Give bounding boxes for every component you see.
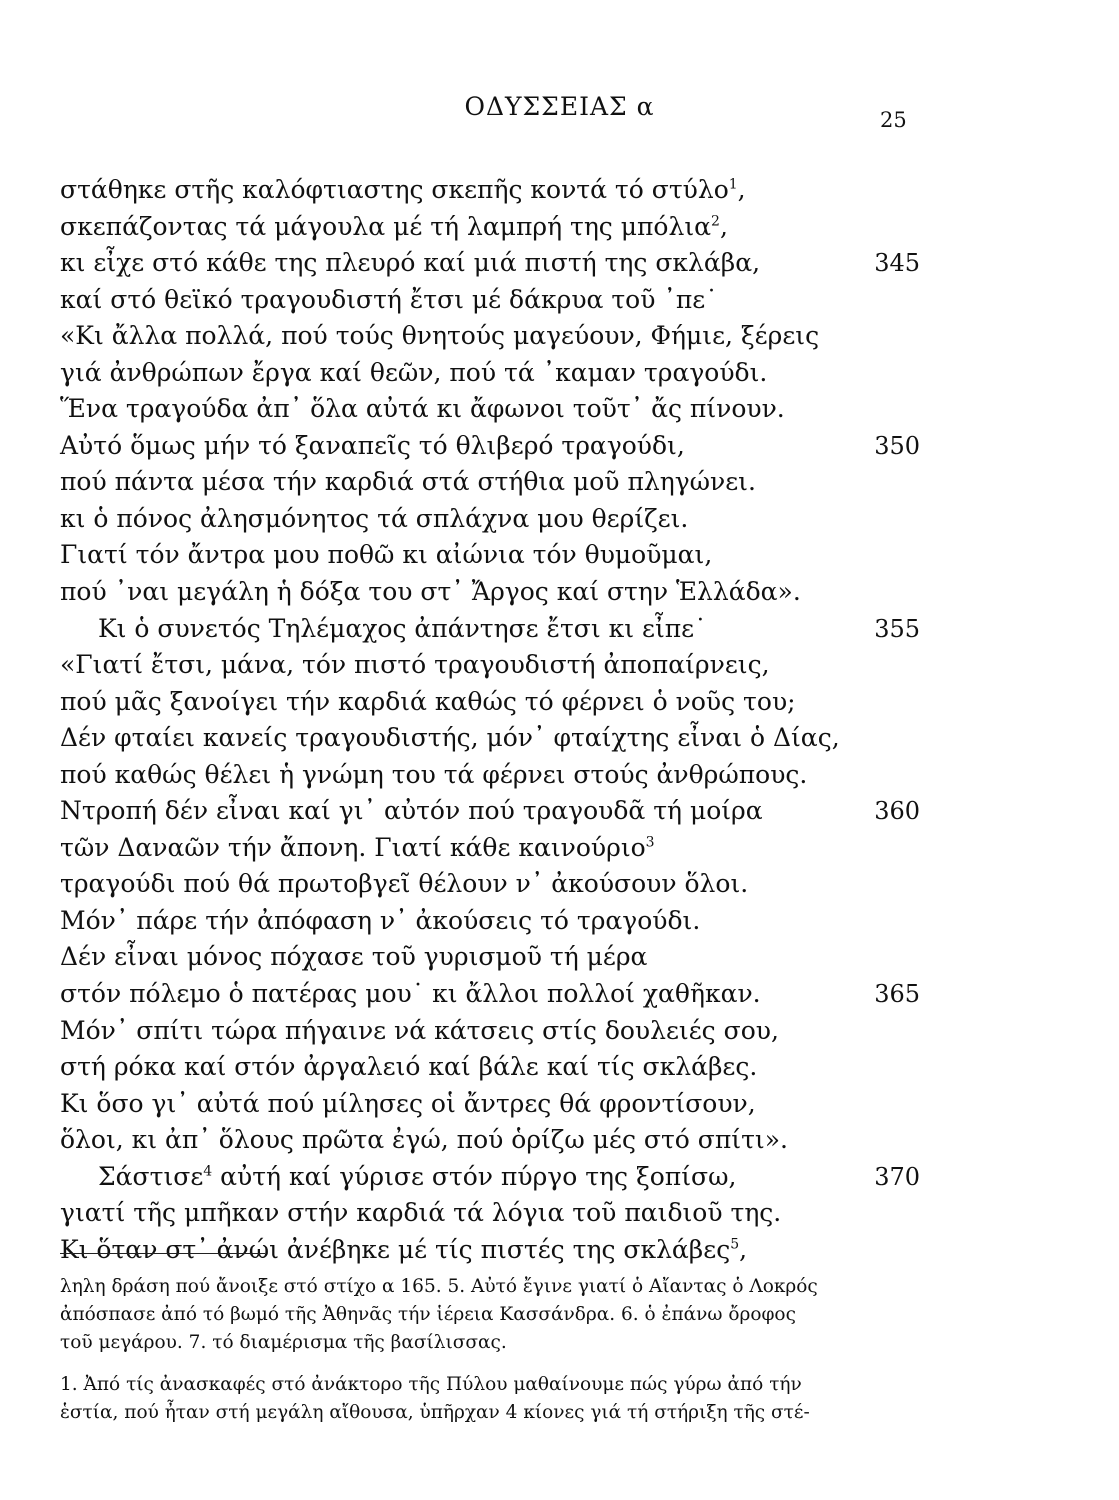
footnote-marker: 2 [711,213,720,230]
verse-line [60,830,920,867]
verse-line [60,647,920,684]
verse-main-text: Κι ὅταν στ᾽ ἀνώι ἀνέβηκε μέ τίς πιστές της σκλάβες [60,1234,731,1264]
verse-text [60,614,707,643]
verse-number: 355 [874,614,920,643]
verse-text [60,321,819,350]
verse-main-text: κι ὁ πόνος ἀλησμόνητος τά σπλάχνα μου θερίζει. [60,503,689,533]
verse-main-text: Γιατί τόν ἄντρα μου ποθῶ κι αἰώνια τόν θυμοῦμαι, [60,540,713,570]
verse-text [60,285,718,314]
verse-text [60,687,796,716]
verse-line [60,611,920,648]
verse-text [60,1198,781,1227]
verse-number: 360 [874,797,920,826]
verse-tail-text: , [739,1234,748,1264]
verse-number: 370 [874,1162,920,1191]
running-head-title: ΟΔΥΣΣΕΙΑΣ α [464,92,655,121]
footnote-marker: 5 [730,1236,740,1253]
verse-line [60,464,920,501]
verse-line [60,976,920,1013]
verse-text [60,1016,779,1045]
verse-text [60,833,655,862]
verse-text [60,577,801,606]
verse-text [60,467,756,496]
verse-main-text: Ἕνα τραγούδα ἀπ᾽ ὅλα αὐτά κι ἄφωνοι τοῦτ᾽ ἄς πίνουν. [60,394,785,424]
footnote-marker: 4 [203,1163,213,1180]
verse-line [60,391,920,428]
verse-line [60,574,920,611]
verse-line [60,318,920,355]
verse-line [60,720,920,757]
verse-line [60,209,920,246]
verse-text [60,723,840,752]
verse-line [60,282,920,319]
verse-main-text: Ντροπή δέν εἶναι καί γι᾽ αὐτόν πού τραγουδᾶ τή μοίρα [60,796,763,826]
verse-text [60,650,770,679]
verse-main-text: Σάστισε [98,1161,204,1191]
verse-line [60,355,920,392]
footnote-block-continued [60,1274,920,1358]
verse-line [60,537,920,574]
verse-main-text: πού πάντα μέσα τήν καρδιά στά στήθια μοῦ πληγώνει. [60,467,756,497]
verse-line [60,172,920,209]
verse-text [60,1125,788,1154]
verse-text [60,212,728,241]
verse-main-text: τραγούδι πού θά πρωτοβγεῖ θέλουν ν᾽ ἀκούσουν ὅλοι. [60,869,749,899]
verse-main-text: Μόν᾽ σπίτι τώρα πήγαινε νά κάτσεις στίς δουλειές σου, [60,1015,779,1045]
verse-main-text: γιά ἀνθρώπων ἔργα καί θεῶν, πού τά ᾽καμαν τραγούδι. [60,357,768,387]
verse-main-text: Δέν φταίει κανείς τραγουδιστής, μόν᾽ φταίχτης εἶναι ὁ Δίας, [60,723,840,753]
verse-text [60,1162,736,1191]
verse-line [60,501,920,538]
verse-main-text: πού ᾽ναι μεγάλη ἡ δόξα του στ᾽ Ἄργος καί στην Ἑλλάδα». [60,577,801,607]
verse-text [60,1052,757,1081]
verse-text [60,504,688,533]
verse-main-text: Κι ὁ συνετός Τηλέμαχος ἀπάντησε ἔτσι κι εἶπε˙ [98,613,707,643]
verse-main-text: κι εἶχε στό κάθε της πλευρό καί μιά πιστή της σκλάβα, [60,248,761,278]
verse-text [60,869,748,898]
verse-text [60,942,647,971]
verse-line [60,245,920,282]
verse-line [60,939,920,976]
verse-main-text: καί στό θεϊκό τραγουδιστή ἔτσι μέ δάκρυα τοῦ ᾽πε˙ [60,284,718,314]
verse-text [60,248,760,277]
verse-text [60,796,763,825]
verse-main-text: Αὐτό ὅμως μήν τό ξαναπεῖς τό θλιβερό τραγούδι, [60,430,685,460]
verse-main-text: στάθηκε στῆς καλόφτιαστης σκεπῆς κοντά τό στύλο [60,175,729,204]
verse-line [60,903,920,940]
verse-text [60,760,807,789]
verse-main-text: στή ρόκα καί στόν ἀργαλειό καί βάλε καί τίς σκλάβες. [60,1052,758,1082]
verse-text [60,1089,756,1118]
verse-main-text: «Γιατί ἔτσι, μάνα, τόν πιστό τραγουδιστή ἀποπαίρνεις, [60,650,770,680]
verse-main-text: γιατί τῆς μπῆκαν στήν καρδιά τά λόγια τοῦ παιδιοῦ της. [60,1198,782,1228]
verse-line [60,684,920,721]
verse-text [60,175,746,204]
footnote-line: ἀπόσπασε ἀπό τό βωμό τῆς Ἀθηνᾶς τήν ἱέρεια Κασσάνδρα. 6. ὁ ἐπάνω ὄροφος [60,1304,796,1325]
verse-main-text: στόν πόλεμο ὁ πατέρας μου˙ κι ἄλλοι πολλοί χαθῆκαν. [60,979,761,1009]
verse-tail-text: , [719,211,728,241]
footnote-block-new [60,1372,920,1428]
verse-text [60,1235,747,1264]
verse-main-text: Δέν εἶναι μόνος πόχασε τοῦ γυρισμοῦ τή μέρα [60,942,648,972]
verse-tail-text: , [737,175,746,204]
verse-line [60,1195,920,1232]
verse-block [60,172,920,1268]
footnote-line: τοῦ μεγάρου. 7. τό διαμέρισμα τῆς βασίλισσας. [60,1332,507,1353]
verse-main-text: τῶν Δαναῶν τήν ἄπονη. Γιατί κάθε καινούριο [60,832,646,862]
verse-line [60,428,920,465]
verse-line [60,1049,920,1086]
verse-text [60,431,685,460]
verse-text [60,394,785,423]
verse-line [60,757,920,794]
verse-main-text: Κι ὅσο γι᾽ αὐτά πού μίλησες οἱ ἄντρες θά φροντίσουν, [60,1088,756,1118]
verse-line [60,793,920,830]
verse-main-text: Μόν᾽ πάρε τήν ἀπόφαση ν᾽ ἀκούσεις τό τραγούδι. [60,905,701,935]
verse-line [60,866,920,903]
verse-text [60,979,761,1008]
footnote-line: ληλη δράση πού ἄνοιξε στό στίχο α 165. 5. Αὐτό ἔγινε γιατί ὁ Αἴαντας ὁ Λοκρός [60,1276,818,1297]
verse-main-text: πού καθώς θέλει ἡ γνώμη του τά φέρνει στούς ἀνθρώπους. [60,759,808,789]
verse-text [60,540,712,569]
verse-text [60,358,767,387]
footnote-marker: 1 [728,176,738,193]
verse-line [60,1232,920,1269]
verse-main-text: πού μᾶς ξανοίγει τήν καρδιά καθώς τό φέρνει ὁ νοῦς του; [60,686,796,716]
verse-number: 350 [874,431,920,460]
verse-line [60,1159,920,1196]
footnote-marker: 3 [645,834,655,851]
footnote-separator [60,1253,265,1254]
verse-main-text: «Κι ἄλλα πολλά, πού τούς θνητούς μαγεύουν, Φήμιε, ξέρεις [60,321,820,351]
footnote-line: ἑστία, πού ἦταν στή μεγάλη αἴθουσα, ὑπῆρχαν 4 κίονες γιά τή στήριξη τῆς στέ- [60,1402,810,1423]
verse-tail-text: αὐτή καί γύρισε στόν πύργο της ξοπίσω, [212,1161,737,1191]
verse-line [60,1086,920,1123]
verse-number: 365 [874,980,920,1009]
verse-text [60,906,700,935]
verse-number: 345 [874,249,920,278]
verse-line [60,1122,920,1159]
page-number: 25 [880,108,907,132]
footnotes [60,1274,920,1442]
footnote-line: 1. Ἀπό τίς ἀνασκαφές στό ἀνάκτορο τῆς Πύλου μαθαίνουμε πώς γύρω ἀπό τήν [60,1374,802,1395]
verse-main-text: ὅλοι, κι ἀπ᾽ ὅλους πρῶτα ἐγώ, πού ὁρίζω μές στό σπίτι». [60,1125,788,1155]
verse-line [60,1013,920,1050]
verse-main-text: σκεπάζοντας τά μάγουλα μέ τή λαμπρή της μπόλια [60,211,712,241]
